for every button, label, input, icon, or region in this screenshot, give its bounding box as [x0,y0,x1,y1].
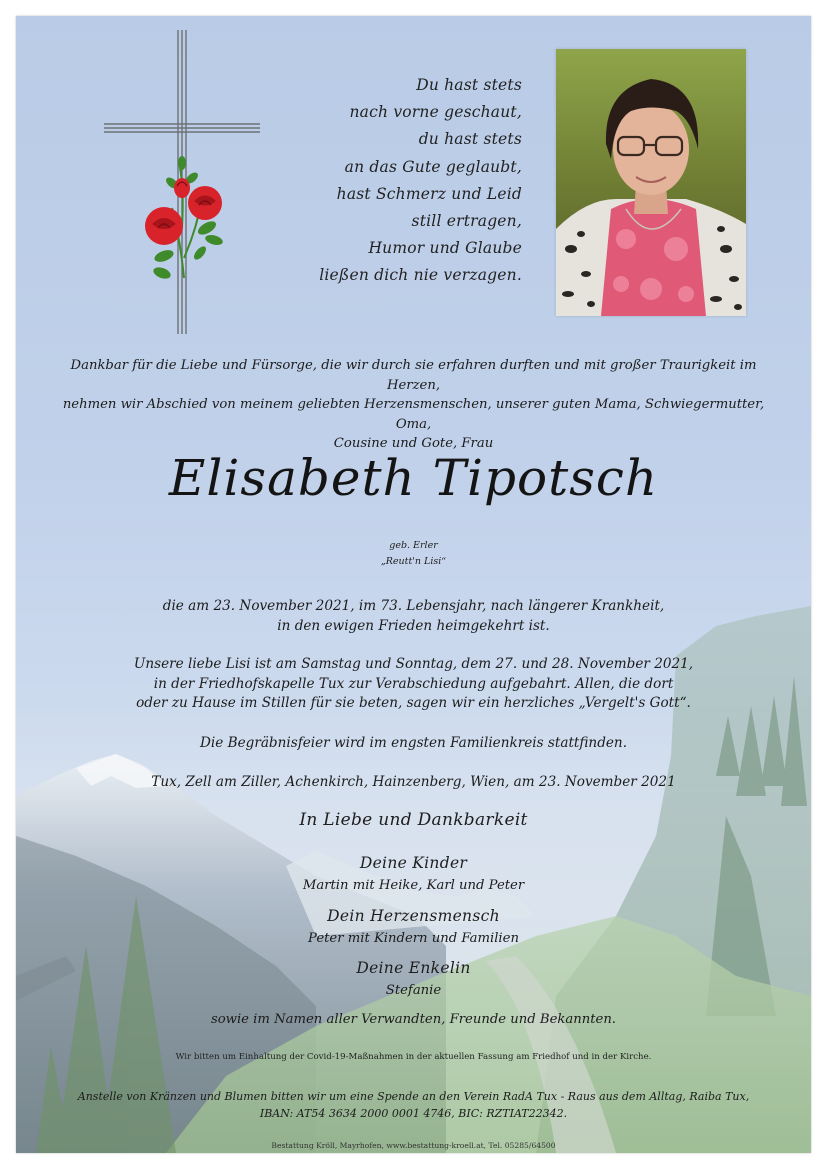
closing-phrase: In Liebe und Dankbarkeit [299,810,528,830]
viewing-line: oder zu Hause im Stillen für sie beten, sagen wir ein herzliches „Vergelt's Gott“. [136,695,691,712]
places-and-date: Tux, Zell am Ziller, Achenkirch, Hainzenberg, Wien, am 23. November 2021 [151,774,676,790]
donation-line: IBAN: AT54 3634 2000 0001 4746, BIC: RZTIAT22342. [259,1107,568,1120]
death-notice-line: die am 23. November 2021, im 73. Lebensjahr, nach längerer Krankheit, [162,598,665,614]
mourner-group-title: Dein Herzensmensch [327,907,500,925]
intro-line: Dankbar für die Liebe und Fürsorge, die wir durch sie erfahren durften und mit großer Traurigkeit im Herzen, [70,358,757,393]
poem [286,72,522,290]
funeral-notice: Die Begräbnisfeier wird im engsten Familienkreis stattfinden. [199,735,628,751]
poem-line: an das Gute geglaubt, [344,157,522,176]
mourner-group-names: Peter mit Kindern und Familien [308,931,519,946]
intro-line: Cousine und Gote, Frau [333,436,494,451]
donation-line: Anstelle von Kränzen und Blumen bitten wir um eine Spende an den Verein RadA Tux - Raus aus dem Alltag, Raiba Tux, [77,1090,750,1103]
relatives-line: sowie im Namen aller Verwandten, Freunde und Bekannten. [210,1012,617,1027]
viewing-notice [76,655,751,714]
poem-line: du hast stets [418,130,522,149]
obituary-card [16,16,811,1153]
mourner-group-title: Deine Kinder [359,854,468,872]
poem-line: Du hast stets [416,76,522,94]
nickname: „Reutt'n Lisi“ [380,556,447,567]
death-notice [76,597,751,636]
death-notice-line: in den ewigen Frieden heimgekehrt ist. [277,617,550,634]
donation-request [76,1088,751,1122]
mourner-group-title: Deine Enkelin [356,959,471,977]
viewing-line: Unsere liebe Lisi ist am Samstag und Sonntag, dem 27. und 28. November 2021, [133,656,694,672]
poem-line: still ertragen, [411,212,522,231]
portrait-photo [556,49,746,316]
mourner-group-names: Martin mit Heike, Karl und Peter [302,878,525,893]
poem-line: Humor und Glaube [368,239,522,258]
poem-line: hast Schmerz und Leid [336,184,522,203]
maiden-name: geb. Erler [389,540,438,551]
cross-with-roses-icon [102,28,262,338]
covid-note: Wir bitten um Einhaltung der Covid-19-Maßnahmen in der aktuellen Fassung am Friedhof und in der Kirche. [175,1052,652,1062]
intro-line: nehmen wir Abschied von meinem geliebten Herzensmenschen, unserer guten Mama, Schwiegermutter, Oma, [62,397,765,432]
funeral-home-footer: Bestattung Kröll, Mayrhofen, www.bestattung-kroell.at, Tel. 05285/64500 [271,1141,556,1150]
deceased-name: Elisabeth Tipotsch [168,449,659,507]
intro-text [46,356,781,454]
mourner-group-names: Stefanie [385,983,442,998]
poem-line: nach vorne geschaut, [349,103,522,122]
poem-line: ließen dich nie verzagen. [319,266,522,285]
viewing-line: in der Friedhofskapelle Tux zur Verabschiedung aufgebahrt. Allen, die dort [153,675,674,692]
